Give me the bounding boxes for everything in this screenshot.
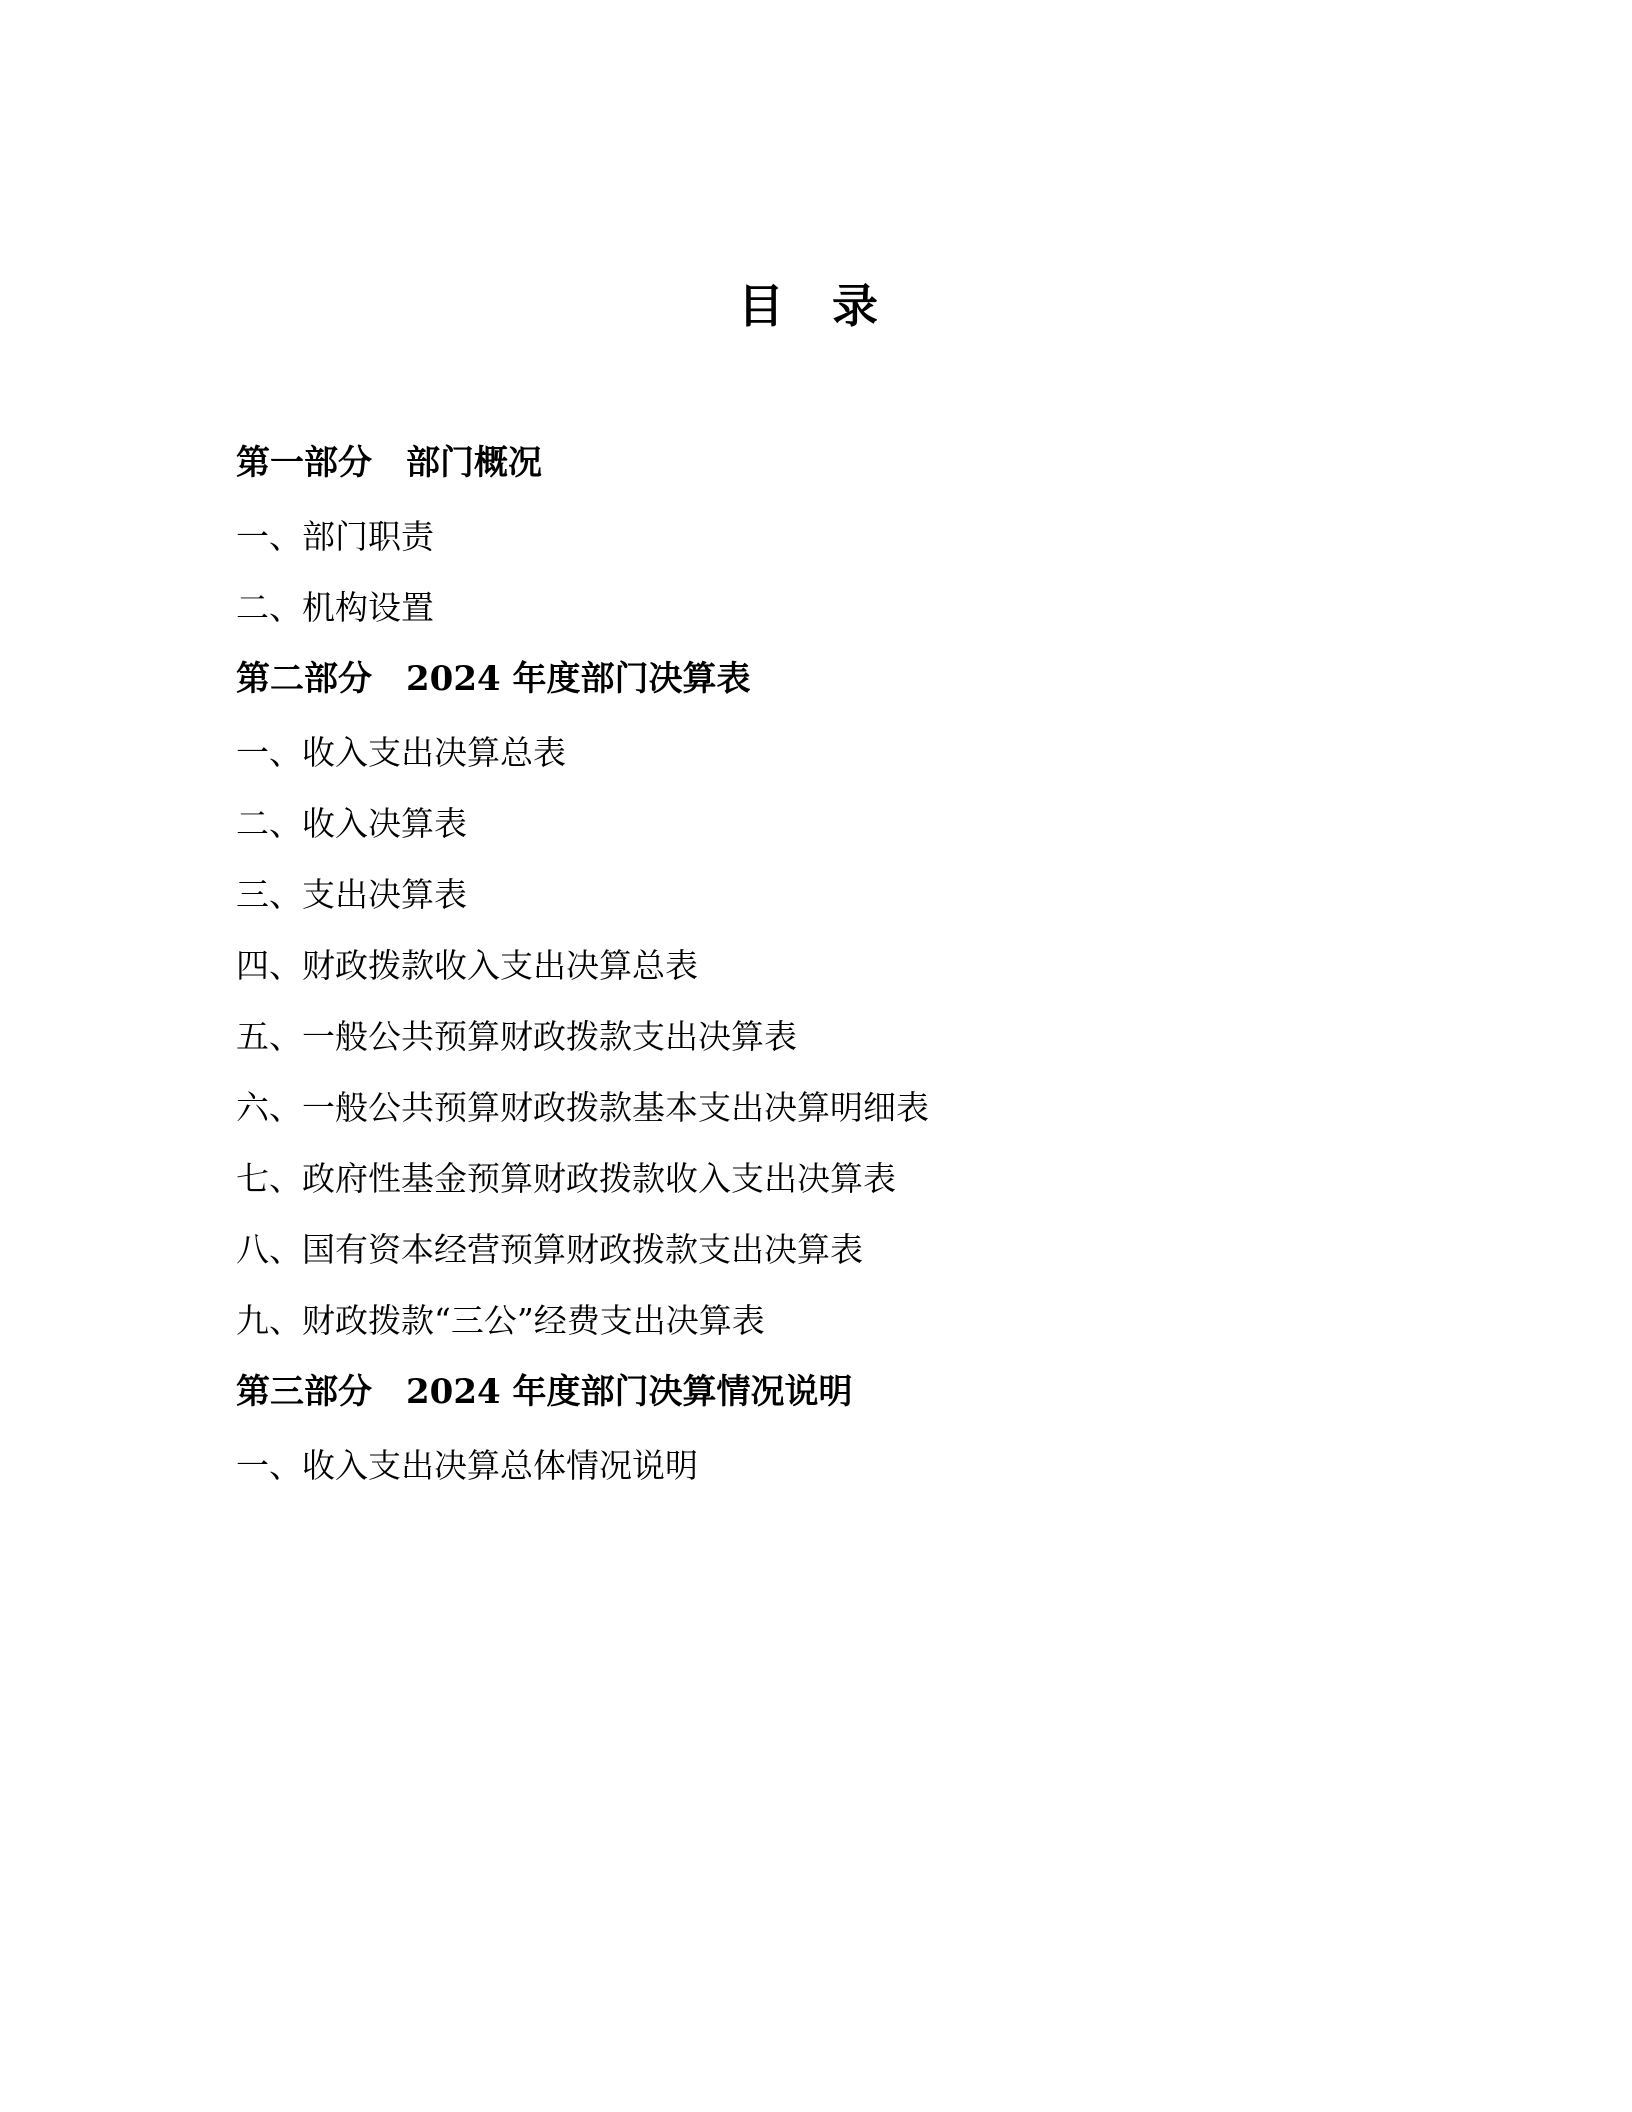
toc-entry-item[interactable]: 一、部门职责 bbox=[236, 517, 434, 556]
toc-entry-item[interactable]: 四、财政拨款收入支出决算总表 bbox=[236, 946, 698, 985]
toc-entry-item[interactable]: 一、收入支出决算总体情况说明 bbox=[236, 1446, 698, 1485]
toc-entry-item[interactable]: 三、支出决算表 bbox=[236, 875, 467, 914]
table-of-contents bbox=[0, 443, 1632, 1485]
toc-entry-item[interactable]: 八、国有资本经营预算财政拨款支出决算表 bbox=[236, 1230, 863, 1269]
toc-entry-part[interactable]: 第三部分 2024 年度部门决算情况说明 bbox=[236, 1372, 853, 1412]
toc-entry-part[interactable]: 第二部分 2024 年度部门决算表 bbox=[236, 659, 751, 699]
toc-entry-item[interactable]: 二、机构设置 bbox=[236, 588, 434, 627]
toc-entry-item[interactable]: 一、收入支出决算总表 bbox=[236, 733, 566, 772]
page-title: 目 录 bbox=[737, 279, 895, 333]
toc-entry-item[interactable]: 六、一般公共预算财政拨款基本支出决算明细表 bbox=[236, 1088, 929, 1127]
toc-entry-item[interactable]: 二、收入决算表 bbox=[236, 804, 467, 843]
toc-entry-item[interactable]: 九、财政拨款“三公”经费支出决算表 bbox=[236, 1301, 765, 1340]
toc-entry-item[interactable]: 七、政府性基金预算财政拨款收入支出决算表 bbox=[236, 1159, 896, 1198]
toc-entry-item[interactable]: 五、一般公共预算财政拨款支出决算表 bbox=[236, 1017, 797, 1056]
toc-entry-part[interactable]: 第一部分 部门概况 bbox=[236, 443, 542, 483]
